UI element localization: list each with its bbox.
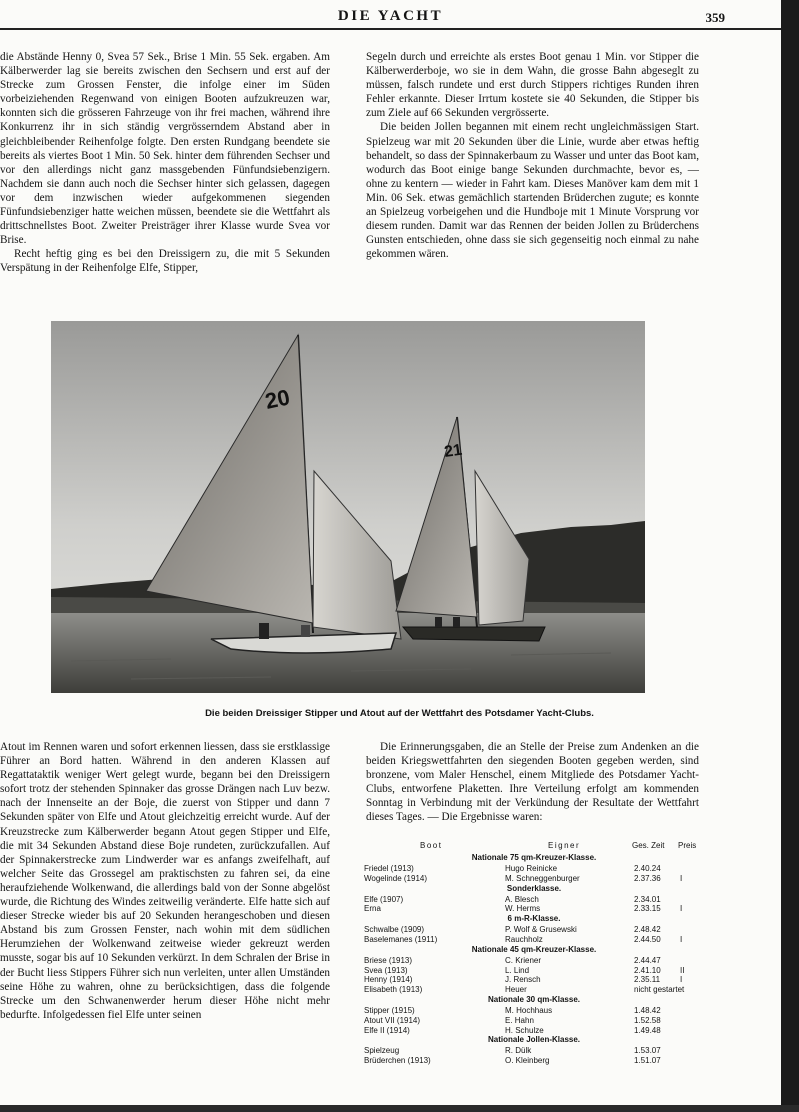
paragraph: Segeln durch und erreichte als erstes Boot genau 1 Min. vor Stipper die Kälberwerderboje, wo sie in dem Wahn, die grosse Bahn abgeseglt zu müssen, falsch rundete und erst durch Stippers richtiges Runden ihren Fehler erkannte. Dieser Irrtum kostete sie 40 Sekunden, die Stipper bis zum Ziele auf 66 Sekunden vergrösserte. (366, 51, 699, 120)
photo-drawing (51, 321, 645, 693)
paragraph: Atout im Rennen waren und sofort erkennen liessen, dass sie erstklassige Führer an Bord hatten. Während in den anderen Klassen auf Regattataktik weniger Wert gelegt wurde, begann bei den Dreissigern sofort trotz der stehenden Spinnaker das grosse Drängen nach Luv bezw. nach der Innenseite an der Boje, die zuerst von Stipper und dann 7 Sekunden später von Elfe und Atout gleichzeitig erreicht wurde. Auf der Kreuzstrecke zum Kälberwerder begann Atout gegen Stipper und Elfe, die mit 34 Sekunden Abstand diese Boje rundeten, zurückzufallen. Auf der Spinnakerstrecke zum Lindwerder war es anfangs zweifelhaft, auf welcher Seite das Grossegel am praktischsten zu fahren sei, da eine heraufziehende Wolkenwand, die allerdings bald von der Sonne abgelöst wurde, die Richtung des Windes zeitweilig veränderte. Elfe hatte sich auf dieser Strecke wieder bis auf 20 Sekunden herangeschoben und diesen Abstand bis zum Grossen Fenster, nach wohin mit dem südlichen Herumziehen der Wolkenwand zeitweise wieder gekreuzt werden musste, sogar bis auf 10 Sekunden verkürzt. In dem Schralen der Brise in der Bucht liess Stippers Führer sich nun verleiten, unter allen Umständen seine Höhe zu wahren, ohne zu berücksichtigen, dass die folgende Strecke um den Schwanenwerder herum dieser Höhe nicht mehr bedurfte. Infolgedessen fiel Elfe unter seinen (0, 741, 330, 1021)
column-bottom-left (0, 740, 330, 1022)
result-prize: I (680, 934, 683, 944)
result-owner: Rauchholz (505, 934, 543, 944)
scan-edge-bottom (0, 1105, 799, 1112)
results-class-heading: Nationale 30 qm-Klasse. (487, 994, 581, 1004)
result-prize: II (680, 965, 685, 975)
result-owner: J. Rensch (505, 975, 541, 985)
results-class-heading: Nationale Jollen-Klasse. (487, 1035, 581, 1045)
result-owner: M. Schneggenburger (505, 873, 580, 883)
results-class-heading: 6 m-R-Klasse. (507, 914, 561, 924)
result-boat: Friedel (1913) (364, 864, 414, 873)
hull (403, 627, 545, 641)
results-header (362, 841, 706, 853)
column-top-right (366, 50, 699, 261)
sailor (259, 623, 269, 639)
sailor (435, 617, 442, 627)
result-time: 1.51.07 (634, 1056, 661, 1066)
result-time: 1.49.48 (634, 1025, 661, 1035)
result-owner: R. Dülk (505, 1046, 532, 1056)
results-row (362, 985, 706, 995)
result-owner: A. Blesch (505, 894, 539, 904)
results-class-heading: Nationale 45 qm-Kreuzer-Klasse. (471, 944, 597, 954)
results-row (362, 935, 706, 945)
result-owner: Hugo Reinicke (505, 864, 558, 873)
photo-caption: Die beiden Dreissiger Stipper und Atout auf der Wettfahrt des Potsdamer Yacht-Clubs. (205, 708, 594, 719)
results-row (362, 925, 706, 935)
page-header (0, 6, 781, 28)
sail-number: 21 (443, 441, 464, 461)
results-row (362, 1016, 706, 1026)
paragraph: Die beiden Jollen begannen mit einem recht ungleichmässigen Start. Spielzeug war mit 20 Sekunden über die Linie, wurde aber etwas heftig behandelt, so dass der Spinnakerbaum zu Wasser und unter das Boot kam, wodurch das Boot einige bange Sekunden durchmachte, bevor es, — ohne zu kentern — wieder in Fahrt kam. Dieses Manöver kam dem mit 1 Min. 06 Sek. etwas gemächlich startenden Brüderchen zugute; es konnte an Spielzeug vorbeigehen und die Hundboje mit 1 Minute Vorsprung vor diesem runden. Damit war das Rennen der beiden Jollen zu Brüderchens Gunsten entschieden, ohne dass sie sich gegenseitig noch einmal zu nahe gekommen wären. (366, 121, 699, 261)
header-preis: Preis (678, 841, 697, 850)
result-owner: H. Schulze (505, 1025, 544, 1035)
result-boat: Schwalbe (1909) (364, 925, 425, 935)
results-row (362, 956, 706, 966)
result-owner: M. Hochhaus (505, 1005, 553, 1015)
result-time: 2.37.36 (634, 873, 661, 883)
result-boat: Svea (1913) (364, 965, 408, 975)
result-owner: O. Kleinberg (505, 1056, 550, 1066)
column-top-left (0, 50, 330, 276)
results-row (362, 904, 706, 914)
header-rule (0, 28, 781, 30)
paragraph: die Abstände Henny 0, Svea 57 Sek., Brise 1 Min. 55 Sek. ergaben. Am Kälberwerder lag sie bereits zwischen den Sechsern und erst auf der Strecke zum Grossen Fenster, die infolge einer im Süden vorbeiziehenden Regenwand von einigen Booten aufzukreuzen war, konnten sich die grösseren Fahrzeuge von ihr frei machen, während ihre Konkurrenz ihr in sich ständig vergrösserndem Abstand aber in gleichbleibender Reihenfolge folgte. Den ersten Rundgang beendete sie bereits als viertes Boot 1 Min. 50 Sek. hinter dem führenden Sechser und vor den allerdings nicht ganz massgebenden Fünfundsiebenzigern. Nachdem sie dann auch noch die Sechser hinter sich gelassen, dagegen vor dem inzwischen wieder aufgekommenen siegenden Fünfundsiebenziger hatte weichen müssen, beendete sie die Wettfahrt als drittschnellstes Boot. Zweiter Preisträger ihrer Klasse wurde Svea vor Brise. (0, 51, 330, 247)
result-boat: Stipper (1915) (364, 1005, 415, 1015)
result-boat: Atout VII (1914) (364, 1015, 421, 1025)
result-time: nicht gestartet (634, 985, 685, 995)
result-owner: Heuer (505, 985, 527, 995)
column-bottom-right (366, 740, 699, 825)
result-time: 1.52.58 (634, 1015, 661, 1025)
result-boat: Elfe (1907) (364, 894, 404, 904)
sailor (453, 617, 460, 627)
result-time: 2.33.15 (634, 904, 661, 914)
result-owner: E. Hahn (505, 1015, 534, 1025)
result-time: 1.53.07 (634, 1046, 661, 1056)
result-boat: Elfe II (1914) (364, 1025, 410, 1035)
page-number: 359 (705, 10, 725, 25)
results-row (362, 1046, 706, 1056)
result-prize: I (680, 975, 683, 985)
results-class-heading: Sonderklasse. (506, 883, 562, 893)
results-row (362, 966, 706, 976)
result-boat: Henny (1914) (364, 975, 413, 985)
results-row (362, 864, 706, 874)
result-time: 2.41.10 (634, 965, 661, 975)
results-row (362, 1006, 706, 1016)
result-boat: Briese (1913) (364, 955, 413, 965)
result-boat: Wogelinde (1914) (364, 873, 428, 883)
journal-title: DIE YACHT (337, 8, 444, 24)
result-boat: Spielzeug (364, 1046, 400, 1056)
results-row (362, 1026, 706, 1036)
result-owner: P. Wolf & Grusewski (505, 925, 577, 935)
result-boat: Brüderchen (1913) (364, 1056, 431, 1066)
result-time: 2.34.01 (634, 894, 661, 904)
result-time: 2.48.42 (634, 925, 661, 935)
results-row (362, 874, 706, 884)
sailor (301, 625, 310, 637)
header-zeit: Ges. Zeit (632, 841, 665, 850)
result-boat: Baselemanes (1911) (364, 934, 438, 944)
results-class-heading: Nationale 75 qm-Kreuzer-Klasse. (471, 853, 597, 862)
results-row (362, 975, 706, 985)
header-eigner: Eigner (548, 841, 581, 850)
results-row (362, 895, 706, 905)
result-time: 2.35.11 (634, 975, 661, 985)
result-prize: I (680, 873, 683, 883)
result-boat: Elisabeth (1913) (364, 985, 423, 995)
paragraph: Recht heftig ging es bei den Dreissigern zu, die mit 5 Sekunden Verspätung in der Reihenfolge Elfe, Stipper, (0, 248, 330, 275)
results-table (362, 841, 706, 1066)
result-time: 1.48.42 (634, 1005, 661, 1015)
result-time: 2.44.47 (634, 955, 661, 965)
result-boat: Erna (364, 904, 381, 914)
header-boot: Boot (420, 841, 443, 850)
results-row (362, 1056, 706, 1066)
sailboat-photo (51, 321, 645, 693)
paragraph: Die Erinnerungsgaben, die an Stelle der Preise zum Andenken an die beiden Kriegswettfahrten den siegenden Booten gegeben werden, sind bronzene, vom Maler Henschel, einem Mitgliede des Potsdamer Yacht-Clubs, entworfene Plaketten. Ihre Verteilung erfolgt am kommenden Sonntag in Verbindung mit der Verkündung der Resultate der Wettfahrt dieses Tages. — Die Ergebnisse waren: (366, 741, 699, 824)
result-time: 2.40.24 (634, 864, 661, 873)
result-prize: I (680, 904, 683, 914)
result-owner: W. Herms (505, 904, 541, 914)
result-owner: L. Lind (505, 965, 530, 975)
results-body (362, 853, 706, 1066)
result-owner: C. Kriener (505, 955, 542, 965)
result-time: 2.44.50 (634, 934, 661, 944)
sail-number: 20 (262, 384, 292, 414)
scan-edge (781, 0, 799, 1112)
